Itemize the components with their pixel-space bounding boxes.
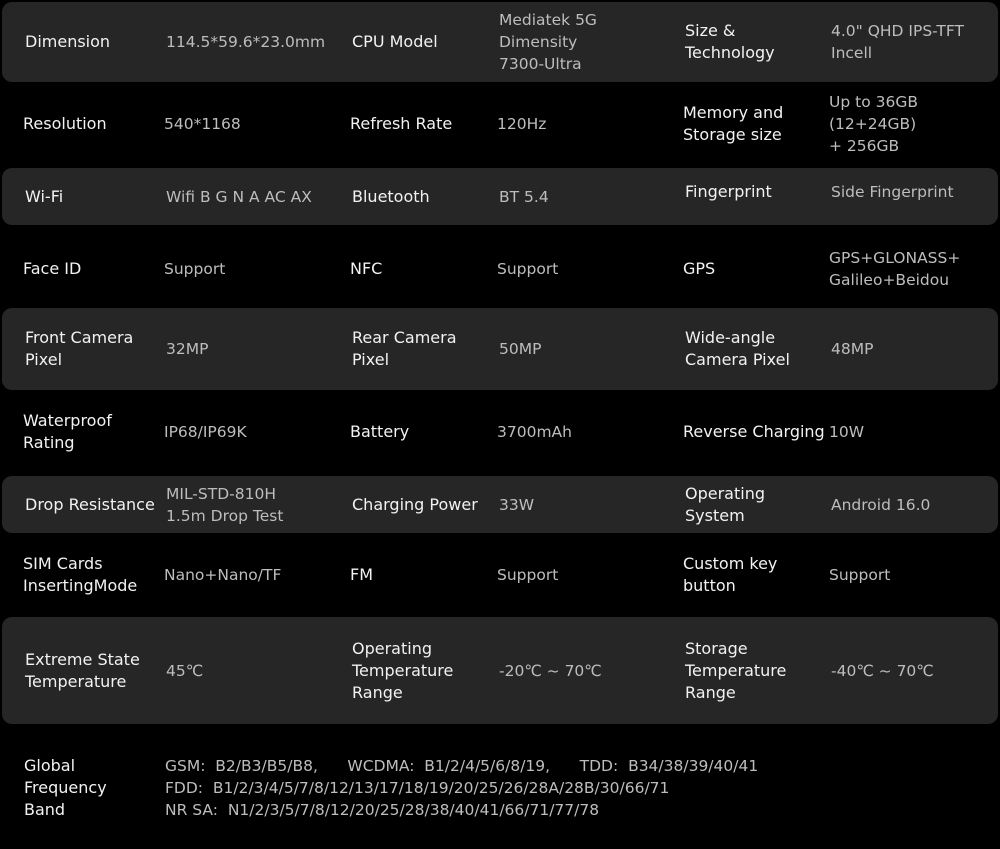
spec-label: Memory and Storage size [683, 103, 784, 144]
spec-value: 114.5*59.6*23.0mm [166, 33, 326, 51]
spec-label: Waterproof Rating [23, 411, 112, 452]
spec-row-8 [0, 536, 1000, 614]
spec-value: Side Fingerprint [831, 182, 954, 201]
spec-value: 540*1168 [164, 115, 241, 133]
spec-value: 33W [499, 495, 535, 514]
spec-value: Nano+Nano/TF [164, 566, 282, 584]
spec-label: Resolution [23, 114, 107, 133]
spec-value: 45℃ [166, 661, 204, 680]
spec-label: FM [350, 565, 374, 584]
spec-value: Mediatek 5G Dimensity 7300-Ultra [499, 11, 597, 73]
spec-label: Dimension [25, 32, 111, 51]
spec-value: 32MP [166, 340, 209, 358]
spec-value: 10W [829, 423, 865, 441]
frequency-line: FDD: B1/2/3/4/5/7/8/12/13/17/18/19/20/25/26/28A/28B/30/66/71 [165, 779, 670, 797]
spec-label: Bluetooth [352, 186, 430, 206]
spec-value: IP68/IP69K [164, 423, 247, 441]
frequency-line: NR SA: N1/2/3/5/7/8/12/20/25/28/38/40/41/66/71/77/78 [165, 801, 600, 819]
spec-row-5 [2, 308, 998, 390]
frequency-line: GSM: B2/B3/B5/B8, WCDMA: B1/2/4/5/6/8/19, TDD: B34/38/39/40/41 [165, 757, 759, 775]
spec-label: Rear Camera Pixel [352, 328, 457, 369]
spec-row-2 [0, 84, 1000, 164]
spec-label: Front Camera Pixel [25, 328, 134, 369]
spec-label: Wide-angle Camera Pixel [685, 328, 790, 369]
spec-label: Storage Temperature Range [685, 638, 787, 702]
spec-label: Fingerprint [685, 181, 772, 201]
spec-row-6 [0, 392, 1000, 472]
spec-value: Up to 36GB (12+24GB) + 256GB [829, 93, 918, 155]
frequency-band-values [165, 755, 985, 821]
spec-label: CPU Model [352, 32, 438, 51]
spec-value: Support [164, 260, 226, 278]
spec-value: 50MP [499, 340, 542, 358]
spec-row-9 [2, 617, 998, 724]
spec-label: Size & Technology [685, 21, 775, 62]
spec-label: GPS [683, 259, 716, 278]
spec-value: -40℃ ~ 70℃ [831, 661, 934, 680]
spec-label: Refresh Rate [350, 114, 453, 133]
spec-label: Wi-Fi [25, 186, 64, 206]
spec-value: 4.0" QHD IPS-TFT Incell [831, 22, 964, 62]
spec-value: 48MP [831, 340, 874, 358]
spec-label: Face ID [23, 259, 82, 278]
spec-value: 120Hz [497, 115, 547, 133]
spec-value: Support [497, 260, 559, 278]
spec-value: Support [497, 566, 559, 584]
spec-row-3 [2, 168, 998, 225]
spec-value: MIL-STD-810H 1.5m Drop Test [166, 484, 284, 525]
spec-label: Operating System [685, 483, 765, 525]
spec-value: -20℃ ~ 70℃ [499, 661, 602, 680]
spec-label: Battery [350, 422, 410, 441]
spec-row-1 [2, 2, 998, 82]
spec-value: GPS+GLONASS+ Galileo+Beidou [829, 249, 961, 289]
spec-label: Reverse Charging [683, 422, 825, 441]
spec-value: Support [829, 566, 891, 584]
spec-value: BT 5.4 [499, 187, 549, 206]
spec-label: Extreme State Temperature [25, 649, 140, 691]
spec-label: Operating Temperature Range [352, 638, 454, 702]
spec-value: Wifi B G N A AC AX [166, 187, 312, 206]
spec-label: Custom key button [683, 554, 778, 595]
spec-label: Drop Resistance [25, 494, 155, 514]
spec-value: 3700mAh [497, 423, 572, 441]
spec-row-4 [0, 229, 1000, 309]
spec-row-7 [2, 476, 998, 533]
spec-value: Android 16.0 [831, 495, 931, 514]
spec-label: SIM Cards InsertingMode [23, 554, 138, 595]
spec-label: NFC [350, 259, 383, 278]
spec-label: Charging Power [352, 494, 478, 514]
frequency-band-label: Global Frequency Band [24, 756, 107, 819]
